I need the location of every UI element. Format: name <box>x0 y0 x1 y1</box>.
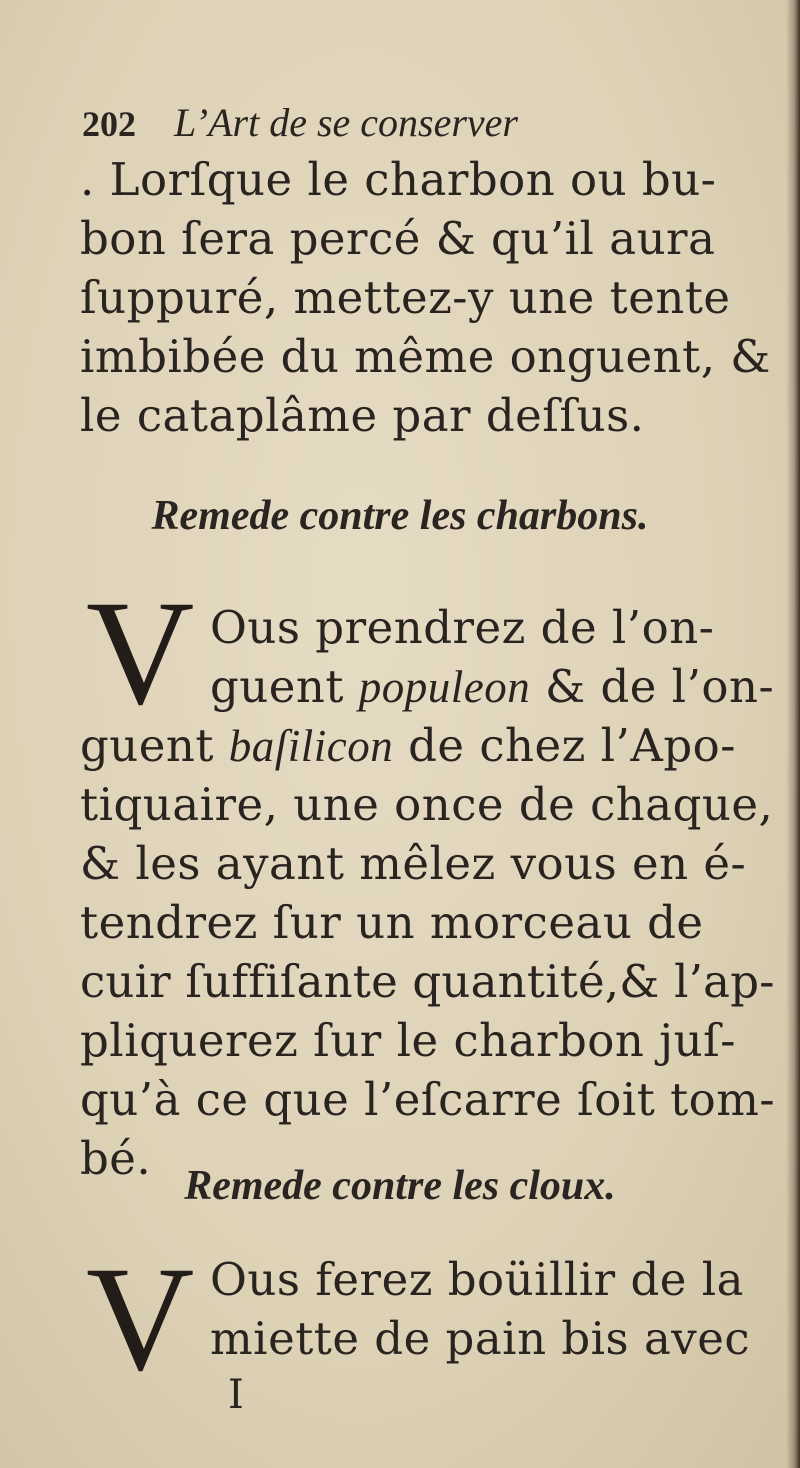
drop-cap: V <box>86 570 195 736</box>
section-body <box>80 1250 751 1368</box>
page-number: 202 <box>82 104 136 144</box>
section-title: Remede contre les charbons. <box>151 493 649 539</box>
section-title: Remede contre les cloux. <box>184 1163 616 1209</box>
text-line: & les ayant mêlez vous en é- <box>80 837 747 890</box>
running-header <box>82 98 732 148</box>
text-line: pliquerez ſur le charbon juſ- <box>80 1014 736 1067</box>
term-populeon: populeon <box>358 662 531 712</box>
page-edge <box>786 0 800 1468</box>
text-line: guent populeon & de l’on- <box>210 660 775 713</box>
text-line: imbibée du même onguent, & <box>80 330 771 383</box>
text-line: cuir ſuffiſante quantité,& l’ap- <box>80 955 775 1008</box>
paragraph-continued <box>80 150 771 445</box>
text-line: ſuppuré, mettez-y une tente <box>80 271 731 324</box>
term-basilicon: baſilicon <box>228 721 394 771</box>
text-line: tiquaire, une once de chaque, <box>80 778 774 831</box>
drop-cap: V <box>86 1236 195 1402</box>
text-line: qu’à ce que l’eſcarre ſoit tom- <box>80 1073 776 1126</box>
text-line: Ous prendrez de l’on- <box>210 601 715 654</box>
text-line: bé. <box>80 1132 152 1185</box>
text-line: guent baſilicon de chez l’Apo- <box>80 719 736 772</box>
text-line: miette de pain bis avec <box>210 1312 751 1365</box>
catchword: I <box>228 1372 244 1418</box>
text-line: . Lorſque le charbon ou bu- <box>80 153 717 206</box>
text-line: le cataplâme par deſſus. <box>80 389 645 442</box>
text-line: bon ſera percé & qu’il aura <box>80 212 716 265</box>
text-line: Ous ferez boüillir de la <box>210 1253 744 1306</box>
running-title: L’Art de se conserver <box>174 100 518 145</box>
text-line: tendrez ſur un morceau de <box>80 896 704 949</box>
section-body <box>80 598 776 1188</box>
